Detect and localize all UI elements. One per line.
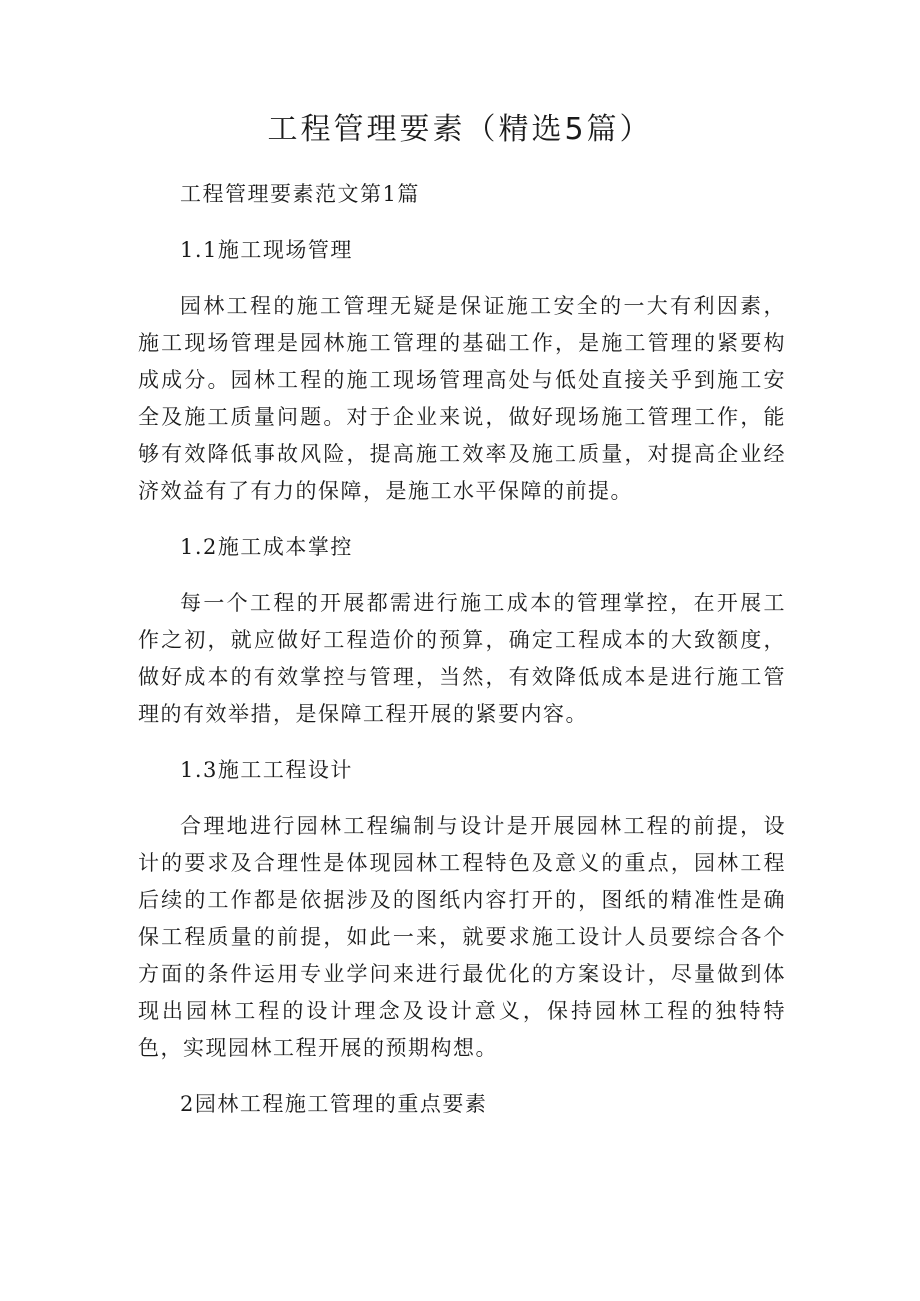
document-body [138,176,786,1142]
heading-1-2: 1.2施工成本掌控 [180,535,353,559]
paragraph-1-2: 每一个工程的开展都需进行施工成本的管理掌控，在开展工作之初，就应做好工程造价的预算，确定工程成本的大致额度，做好成本的有效掌控与管理，当然，有效降低成本是进行施工管理的有效举措，是保障工程开展的紧要内容。 [138,591,786,726]
paragraph-1-1: 园林工程的施工管理无疑是保证施工安全的一大有利因素，施工现场管理是园林施工管理的基础工作，是施工管理的紧要构成成分。园林工程的施工现场管理高处与低处直接关乎到施工安全及施工质量问题。对于企业来说，做好现场施工管理工作，能够有效降低事故风险，提高施工效率及施工质量，对提高企业经济效益有了有力的保障，是施工水平保障的前提。 [138,294,786,503]
paragraph-1-3: 合理地进行园林工程编制与设计是开展园林工程的前提，设计的要求及合理性是体现园林工程特色及意义的重点，园林工程后续的工作都是依据涉及的图纸内容打开的，图纸的精准性是确保工程质量的前提，如此一来，就要求施工设计人员要综合各个方面的条件运用专业学问来进行最优化的方案设计，尽量做到体现出园林工程的设计理念及设计意义，保持园林工程的独特特色，实现园林工程开展的预期构想。 [138,814,786,1060]
section-title: 工程管理要素范文第1篇 [180,182,420,206]
heading-1-3: 1.3施工工程设计 [180,758,353,782]
document-title: 工程管理要素（精选5篇） [267,112,653,147]
heading-1-1: 1.1施工现场管理 [180,238,353,262]
heading-2: 2园林工程施工管理的重点要素 [180,1092,488,1116]
